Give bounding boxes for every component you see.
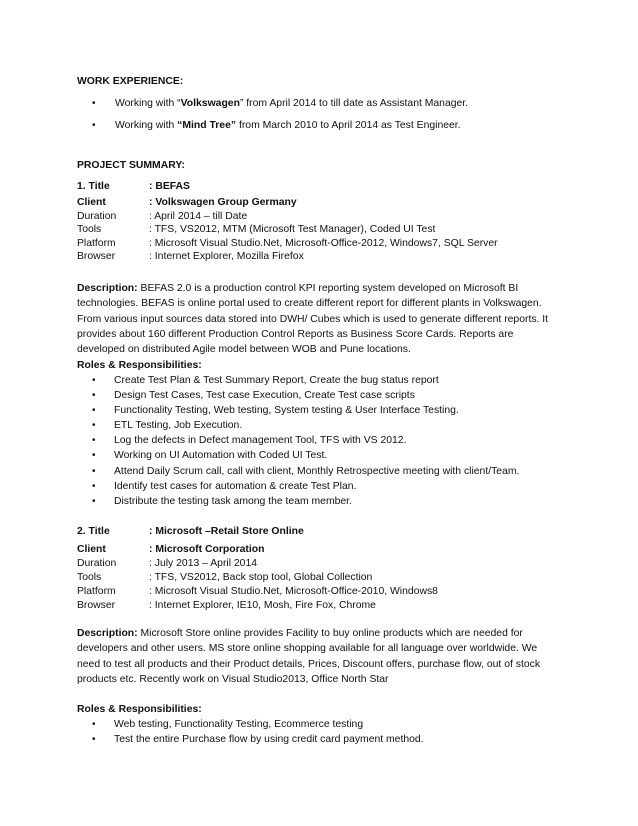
list-item: • Working with “Volkswagen” from April 2014 to till date as Assistant Manager.: [92, 98, 469, 109]
list-item: • Functionality Testing, Web testing, System testing & User Interface Testing.: [92, 405, 459, 417]
bullet-icon: •: [92, 420, 96, 432]
list-item: • Log the defects in Defect management Tool, TFS with VS 2012.: [92, 435, 407, 447]
field-value: : TFS, VS2012, Back stop tool, Global Collection: [149, 572, 373, 583]
field-label: Browser: [77, 600, 116, 611]
field-value: : Microsoft Visual Studio.Net, Microsoft-Office-2012, Windows7, SQL Server: [149, 237, 498, 249]
work-experience-list: [92, 96, 468, 140]
project-1-roles-list: [92, 373, 519, 509]
project-title-value: : BEFAS: [149, 181, 190, 192]
bullet-icon: •: [92, 480, 96, 492]
project-2-roles-list: [92, 717, 424, 747]
work-experience-heading: WORK EXPERIENCE:: [77, 76, 184, 87]
bullet-icon: •: [92, 734, 96, 746]
list-item: • Working with “Mind Tree” from March 2010 to April 2014 as Test Engineer.: [92, 120, 461, 131]
bullet-icon: •: [92, 495, 96, 507]
project-title-value: : Microsoft –Retail Store Online: [149, 526, 304, 537]
field-label: Duration: [77, 558, 117, 569]
bullet-icon: •: [92, 405, 96, 417]
field-label: Client: [77, 544, 106, 555]
bullet-icon: •: [92, 390, 96, 402]
project-2-description: Description: Microsoft Store online provides Facility to buy online products which are needed for developers and other users. MS store online shopping available for all language over worldwide. We need to test all products and their Product details, Prices, Discount offers, purchase flow, out of stock products etc. Recently work on Visual Studio2013, Office North Star: [77, 628, 541, 685]
bullet-icon: •: [92, 98, 96, 109]
project-1-title-row: [77, 180, 577, 196]
project-1-description: Description: BEFAS 2.0 is a production control KPI reporting system developed on Microsoft BI technologies. BEFAS is online portal used to create different report for different plants in Volkswagen. From various input sources data stored into DWH/ Cubes which is used to generate different reports. It provides about 160 different Production Control Reports as Business Score Cards. Reports are developed on distributed Agile model between WOB and Pune locations.: [77, 283, 549, 356]
bullet-icon: •: [92, 719, 96, 730]
project-2-title-row: [77, 525, 577, 541]
list-item: • Identify test cases for automation & create Test Plan.: [92, 480, 357, 492]
field-label: Browser: [77, 251, 116, 262]
bullet-icon: •: [92, 375, 96, 386]
field-value: : Microsoft Visual Studio.Net, Microsoft-Office-2010, Windows8: [149, 586, 438, 597]
bullet-icon: •: [92, 120, 96, 131]
field-label: Tools: [77, 224, 102, 235]
bullet-icon: •: [92, 465, 96, 477]
project-summary-heading: PROJECT SUMMARY:: [77, 160, 185, 171]
field-label: Platform: [77, 586, 116, 597]
project-1-details: [77, 196, 577, 264]
field-label: Tools: [77, 572, 102, 583]
field-value: : Microsoft Corporation: [149, 544, 265, 555]
field-value: : July 2013 – April 2014: [149, 558, 258, 569]
list-item: • ETL Testing, Job Execution.: [92, 420, 243, 432]
field-value: : April 2014 – till Date: [149, 210, 248, 222]
project-1-roles-heading: Roles & Responsibilities:: [77, 360, 202, 371]
project-title-label: 2. Title: [77, 526, 110, 537]
list-item: • Test the entire Purchase flow by using credit card payment method.: [92, 734, 424, 746]
field-value: : Volkswagen Group Germany: [149, 197, 297, 208]
field-label: Client: [77, 197, 106, 208]
list-item: • Attend Daily Scrum call, call with client, Monthly Retrospective meeting with client/Team.: [92, 465, 520, 477]
project-2-roles-heading: Roles & Responsibilities:: [77, 704, 202, 715]
field-value: : TFS, VS2012, MTM (Microsoft Test Manager), Coded UI Test: [149, 224, 436, 235]
project-title-label: 1. Title: [77, 181, 110, 192]
bullet-icon: •: [92, 435, 96, 447]
list-item: • Create Test Plan & Test Summary Report, Create the bug status report: [92, 375, 439, 386]
project-2-details: [77, 543, 577, 613]
list-item: • Working on UI Automation with Coded UI Test.: [92, 450, 328, 462]
field-value: : Internet Explorer, IE10, Mosh, Fire Fox, Chrome: [149, 600, 376, 611]
bullet-icon: •: [92, 450, 96, 462]
field-label: Duration: [77, 210, 117, 222]
field-label: Platform: [77, 237, 116, 249]
list-item: • Web testing, Functionality Testing, Ecommerce testing: [92, 719, 364, 730]
list-item: • Design Test Cases, Test case Execution, Create Test case scripts: [92, 390, 415, 402]
field-value: : Internet Explorer, Mozilla Firefox: [149, 251, 304, 262]
list-item: • Distribute the testing task among the team member.: [92, 495, 352, 507]
